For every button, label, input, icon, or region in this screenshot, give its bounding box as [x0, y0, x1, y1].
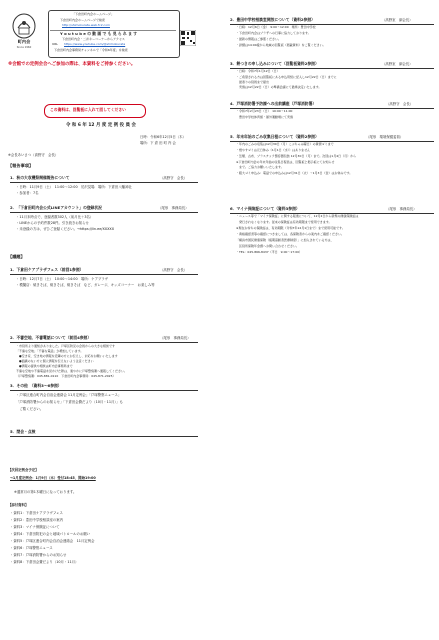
report-2-line-2: ・LINEからの予約件数28件。引き続きお知らせ [16, 221, 89, 225]
right-2-line-2: ・ご希望される方は回覧板にある申込用紙に記入し12月22日（日）までに [236, 75, 337, 79]
report-2-by: （尾形 事務局長） [158, 206, 189, 210]
right-2-line-3: 最寄りの役員まで提出 [236, 80, 270, 84]
attachments-heading: 【添付資料】 [8, 503, 29, 507]
next-meeting-heading: 【次回定例会予定】 [8, 468, 39, 472]
report-2-title: 2．「下倉田町内会公式LINEアカウント」の登録状況 [10, 205, 102, 210]
right-5-title: 6．マイナ保険証について（資料3参照） [230, 206, 300, 211]
right-1-title: 2．豊田中学校相談室開放について（資料2参照） [230, 17, 315, 22]
attachment-4: ・資料4：下倉田防犯の会と地域パトロールのお願い [10, 532, 91, 536]
right-4-line-5: まで。ご協力お願いいたします。 [236, 165, 284, 169]
report-2-line-3: ・未登録の方は、ぜひご登録ください。→https://lin.ee/XXXXX [16, 227, 115, 231]
discussion-2-line-6: 不審な空地や不審電話を見かけた際は、速やかに戸塚警察署へ通報してください。 [16, 369, 128, 373]
next-meeting-line: →1月度定例会：1月9日（木）受付18:45、開始19:00 [10, 476, 96, 480]
right-5-line-7: ・TEL：045-866-8437（平日 9:00〜17:00） [236, 250, 303, 254]
attachment-8: ・資料8：下倉田会費だより（10月・11月） [10, 560, 79, 564]
right-5-line-5: 「横浜市国民健康保険（後期高齢者医療制度）」に加入されている方は、 [236, 238, 334, 242]
right-3-line-1: ・令和7年2月23日（日） 10:00〜11:00 [236, 109, 293, 113]
right-5-line-4: ・資格確認書等の確認につきましては、各保険者からの案内をご確認ください。 [236, 232, 344, 236]
right-5-line-1: ・ニュース等で「マイナ保険証」に関する報道について、12月2日から新規の健康保険証は [236, 214, 359, 218]
right-5-line-3: ※現在お持ちの保険証は、有効期限（令和7年12月1日まで）まで使用可能です。 [236, 226, 345, 230]
right-4-line-1: ・年内のごみの収集は12月30日（月）こぷちゃみ曜日）の資源ゴミまで [236, 142, 334, 146]
right-5-line-2: 発行されなくなります。従来の保険証は有効期限まで使用できます。 [236, 220, 332, 224]
discussion-1-line-1: ・日時：12月7日（土） 10:00〜14:00 場所：ケアプラザ [16, 277, 109, 281]
site-url-link[interactable]: http://shimokurata.web.fc2.com [62, 23, 110, 27]
right-5-line-6: 区役所保険年金課へお問い合わせください。 [236, 244, 300, 248]
qr-code-icon [180, 30, 196, 46]
right-4-by: （尾形 環境保健委員） [366, 135, 404, 139]
right-4-line-6: ・粗大ゴミ申込み：電話での申込みは12月31日（火）〜1月3日（金）はお休みです。 [236, 171, 353, 175]
attachment-5: ・資料5：戸塚区連合町内会自治会連絡会 11月定例会 [10, 539, 95, 543]
right-4-title: 5．年末年始のごみ収集日程について（資料2参照） [230, 134, 319, 139]
discussion-2-line-2: 「不審な空地」「不審な電話」が増加しています。 [16, 349, 84, 353]
attachment-3: ・資料3：マイナ保険証について [10, 525, 60, 529]
discussion-heading: 【議題】 [8, 254, 25, 259]
right-2-title: 3．餅つきの申し込みについて（回覧板資料2参照） [230, 61, 319, 66]
report-1-line-2: ・参加者：7名 [16, 191, 39, 195]
right-4-line-4: ※下倉田町内会の年末年始の収集日程表は、回覧板と掲示板にてお知らせ [236, 160, 335, 164]
right-1-by: （高野室 副会長） [382, 18, 413, 22]
right-1-line-2: ・下倉田町内会はプラザへの行事に協力しております。 [236, 31, 311, 35]
youtube-title: Y o u t u b e の 動 画 で も 見 ら れ ま す [60, 31, 137, 36]
discussion-1-title: 1．下倉田ケアプラザフェス（前回1参照） [10, 267, 84, 272]
meeting-date: 日時：令和6年12月5日（木） [140, 135, 186, 139]
right-3-title: 4．戸塚消防署予防課への出前講座（戸塚消防署） [230, 101, 317, 106]
discussion-1-line-2: ・模擬店：焼きそば、焼きそば、焼きそば など、ガレージ、キッズコーナー お楽しみ等 [16, 283, 155, 287]
discussion-3-line-3: ご覧ください。 [16, 407, 44, 411]
discussion-3-title: 3．その他 （資料3〜6参照） [10, 383, 62, 388]
attachment-6: ・資料6：戸塚警察ニュース [10, 546, 53, 550]
discussion-2-line-4: ●面識のない方に個人情報を伝えないよう注意ください [16, 359, 94, 363]
discussion-2-line-1: ・市役所より通知がありました。戸塚区防災の会員からの大きな相談です [16, 344, 116, 348]
circulate-notice: この資料は、回覧板に入れて回してください [50, 107, 126, 112]
report-2-rule [10, 212, 198, 213]
reports-heading: 【報告事項】 [8, 163, 34, 168]
report-2-line-1: ・11月末時点で、登録者数302人（前月比＋3名） [16, 215, 94, 219]
right-5-by: （尾形 事務局長） [386, 207, 417, 211]
logo-text: 町内会 [17, 39, 31, 44]
right-1-line-1: ・日時：12月6日（金） 9:00〜12:00 場所：豊田中学校 [236, 25, 316, 29]
youtube-url-link[interactable]: https://www.youtube.com/@shimokurata [64, 42, 126, 46]
discussion-3-rule [10, 390, 198, 391]
report-1-line-1: ・日時：11月9日（土） 11:00〜12:00 於沢見場 場所：下倉田八幡神社 [16, 185, 132, 189]
youtube-note: 下倉田町内会事務局チャンネルで「令和6年度」を検索 [54, 48, 128, 52]
right-1-line-3: ・最新の情報はご参照ください。 [236, 37, 282, 41]
discussion-4-title: 5．閉会・点検 [10, 429, 36, 434]
attachment-7: ・資料7：戸塚消防署からのお知らせ [10, 553, 67, 557]
report-1-title: 1．秋の大収穫祭開催報告について [10, 175, 70, 180]
discussion-1-rule [10, 274, 198, 275]
report-1-by: （高野守 会長） [160, 176, 188, 180]
right-1-line-4: ・詳細は14:00後から地域の回覧板（掲載資料）をご覧ください。 [236, 43, 326, 47]
right-2-line-1: ・日時：令和7年1月12日（日） [236, 69, 280, 73]
logo-sub: Since 1960 [16, 46, 32, 49]
youtube-sub: 下倉田町内会・二井キーコーナーからアクセス [62, 37, 125, 41]
discussion-4-rule [10, 436, 198, 437]
main-notice: ※会館での定例会合へご参加の際は、本資料をご持参ください。 [8, 62, 136, 67]
discussion-3-line-2: 「戸塚消防署からのお知らせ」「下倉田会費だより（10月・11月）」も [16, 400, 123, 404]
discussion-1-by: （高野守 会長） [160, 268, 188, 272]
right-2-by: （高野室 副会長） [382, 62, 413, 66]
discussion-2-rule [10, 342, 198, 343]
report-1-rule [10, 182, 198, 183]
attachment-1: ・資料1：下倉田ケアプラザフェス [10, 511, 63, 515]
town-association-logo [10, 12, 38, 50]
doc-title: 令 和 6 年 12 月 度 定 例 役 員 会 [66, 123, 136, 128]
right-4-line-2: ・燃やすゴミは元日休み（1月1日（水））はありません [236, 148, 311, 152]
discussion-2-line-7: （戸塚警察署：045-881-0110 下倉田町内会事務局：045-871-2025） [16, 374, 116, 378]
right-3-by: （高野守 会長） [386, 102, 414, 106]
discussion-2-title: 2．不審空地、不審電話について（前回4参照） [10, 335, 92, 340]
attachment-2: ・資料2：豊田中学校相談室の案内 [10, 518, 64, 522]
site-label: 「下倉田町内会ホームページ」 [72, 12, 114, 16]
search-hint: 下倉田町内会ホームページで検索 [60, 18, 105, 22]
right-2-line-4: 実施は12月22日（日）の準備会議にて最終決定いたします。 [236, 85, 322, 89]
discussion-2-line-3: ●空き家、空き地の情報を近隣の方にお伝えし、対応をお願いいたします [16, 354, 118, 358]
chair-greeting: ※会長あいさつ（高野守 会長） [8, 153, 59, 157]
discussion-2-line-5: ●情報の提供や相談は町内会事務局まで [16, 364, 73, 368]
right-3-line-2: 豊田中学校体育館・屋外運動場にて実施 [236, 115, 294, 119]
discussion-3-line-1: ・戸塚区連合町内会自治会連絡会 11月定例会」「戸塚警察ニュース」 [16, 393, 122, 397]
youtube-url-label: URL [52, 42, 58, 46]
next-meeting-note: ※通常月の第1木曜日になっております。 [14, 490, 77, 494]
right-4-line-3: ・缶類、古布、プラスチック製容器包装 12月30日（月）まで。次回は1月4日（月）から [236, 154, 357, 158]
meeting-place: 場所：下 倉 田 町 内 会 [140, 141, 176, 145]
discussion-2-by: （尾形 事務局長） [160, 336, 191, 340]
